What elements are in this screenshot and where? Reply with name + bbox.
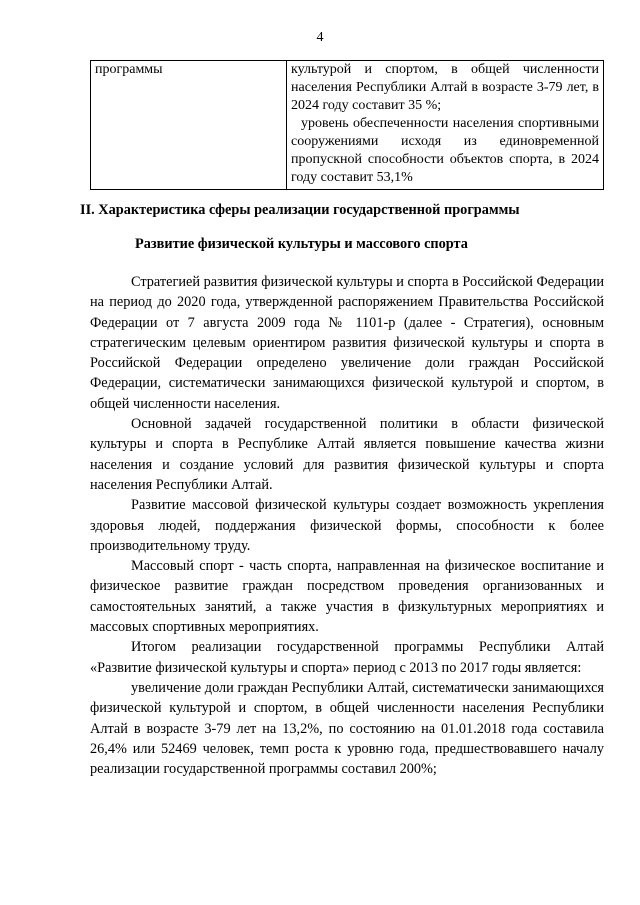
paragraph: Основной задачей государственной политики в области физической культуры и спорта в Республике Алтай является повышение качества жизни населения и создание условий для развития физической культуры и спорта населения Республики Алтай.: [90, 416, 604, 493]
target-indicator-text: уровень обеспеченности населения спортивными сооружениями исходя из единовременной пропускной способности объектов спорта, в 2024 году составит 53,1%: [291, 116, 599, 185]
sub-heading: Развитие физической культуры и массового спорта: [135, 236, 468, 252]
paragraph: Стратегией развития физической культуры и спорта в Российской Федерации на период до 2020 года, утвержденной распоряжением Правительства Российской Федерации от 7 августа 2009 года № 1101-р (далее - Стратегия), основным стратегическим целевым ориентиром развития физической культуры и спорта в Российской Федерации определено увеличение доли граждан Российской Федерации, систематически занимающихся физической культурой и спортом, в общей численности населения.: [90, 274, 604, 412]
page-number: 4: [316, 30, 324, 45]
section-heading: II. Характеристика сферы реализации государственной программы: [80, 202, 520, 218]
paragraph: Развитие массовой физической культуры создает возможность укрепления здоровья людей, поддержания физической формы, способности к более производительному труду.: [90, 497, 604, 554]
paragraph: увеличение доли граждан Республики Алтай, систематически занимающихся физической культурой и спортом, в общей численности населения Республики Алтай в возрасте 3-79 лет на 13,2%, по состоянию на 01.01.2018 года составила 26,4% или 52469 человек, темп роста к уровню года, предшествовавшего началу реализации государственной программы составил 200%;: [90, 679, 604, 778]
table-cell-label: программы: [91, 61, 287, 190]
paragraph: Массовый спорт - часть спорта, направленная на физическое воспитание и физическое развитие граждан посредством проведения организованных и самостоятельных занятий, а также участия в физкультурных мероприятиях и массовых спортивных мероприятиях.: [90, 558, 604, 636]
paragraph: Итогом реализации государственной программы Республики Алтай «Развитие физической культуры и спорта» период с 2013 по 2017 годы является:: [90, 639, 604, 676]
table-cell-value: [287, 61, 604, 190]
body-text: [90, 272, 604, 779]
table-row: [91, 61, 604, 190]
target-indicator-text: культурой и спортом, в общей численности населения Республики Алтай в возрасте 3-79 лет, в 2024 году составит 35 %;: [291, 62, 599, 113]
program-passport-table: [90, 60, 604, 190]
